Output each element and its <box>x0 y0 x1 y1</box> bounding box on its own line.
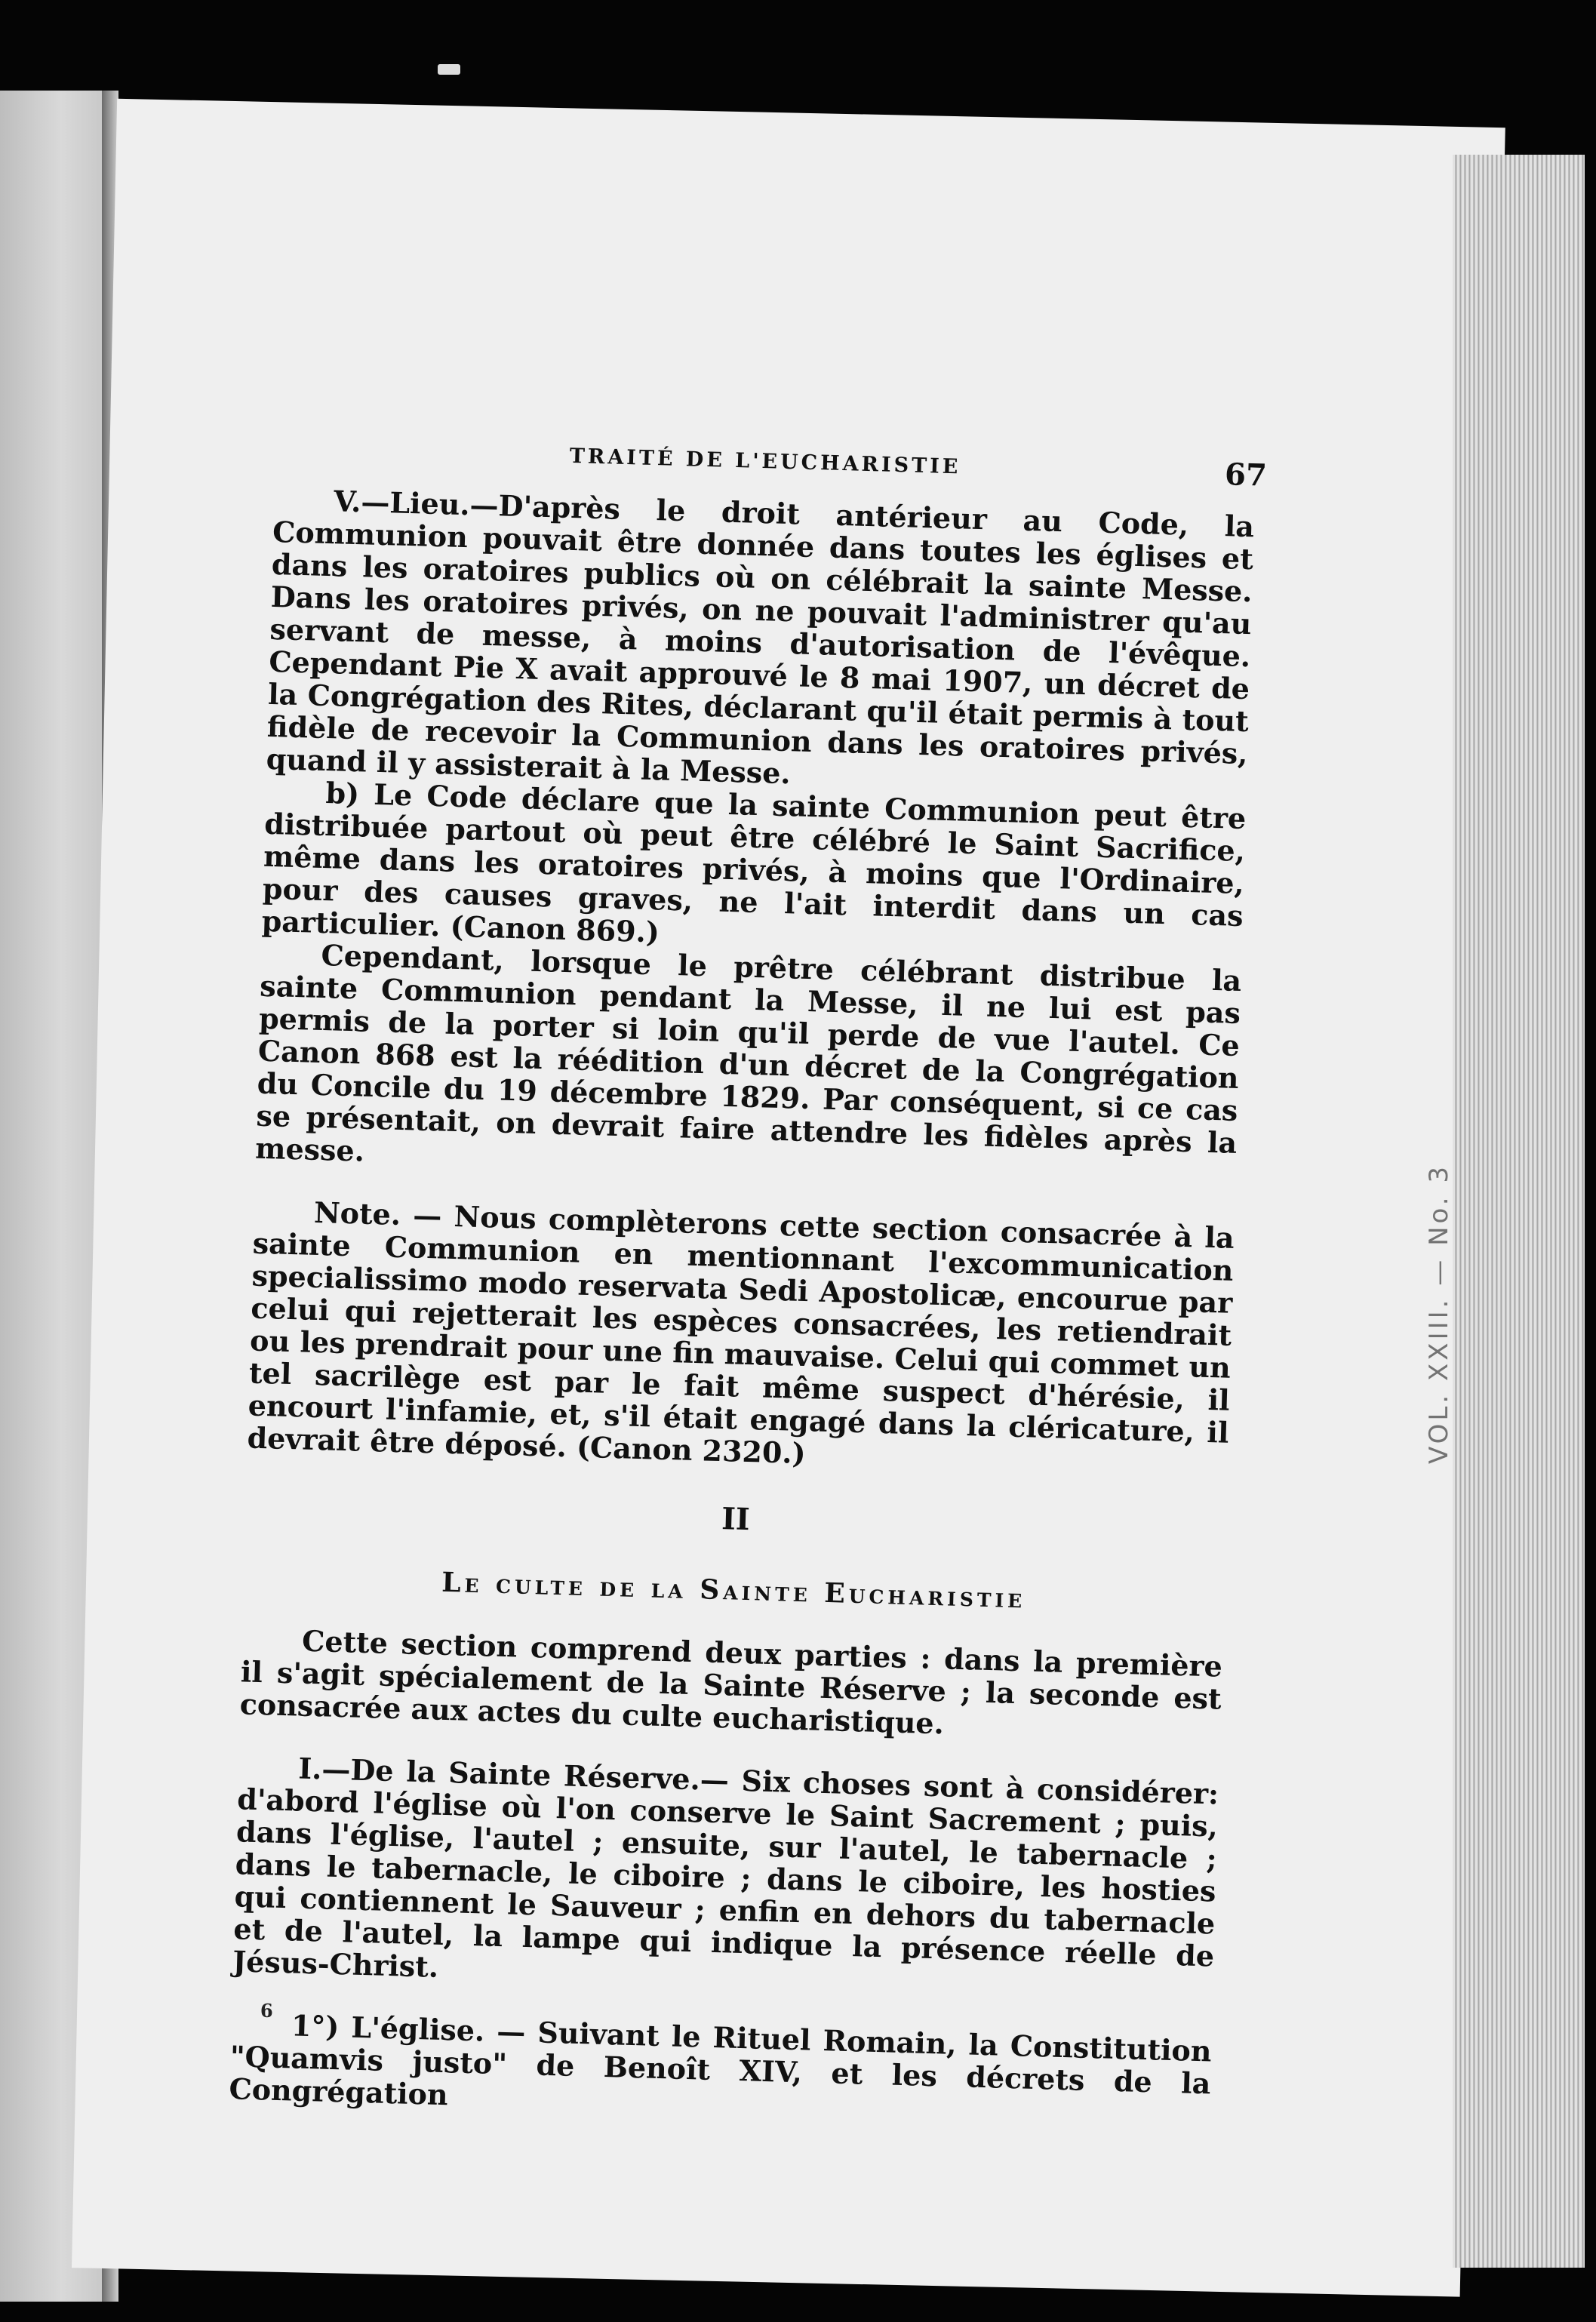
paragraph-lieu: V.—Lieu.—D'après le droit antérieur au Code, la Communion pouvait être donnée dans toutes les églises et dans les oratoires publics où on célébrait la sainte Messe. Dans les oratoires privés, on ne pouvait l'administrer qu'au servant de messe, à moins d'autorisation de l'évêque. Cependant Pie X avait approuvé le 8 mai 1907, un décret de la Congrégation des Rites, déclarant qu'il était permis à tout fidèle de recevoir la Communion dans les oratoires privés, quand il y assisterait à la Messe. <box>266 484 1255 791</box>
paragraph-cependant: Cependant, lorsque le prêtre célébrant distribue la sainte Communion pendant la Messe, il ne lui est pas permis de la porter si loin qu'il perde de vue l'autel. Ce Canon 868 est la réédition d'un décret de la Congrégation du Concile du 19 décembre 1829. Par conséquent, si ce cas se présentait, on devrait faire attendre les fidèles après la messe. <box>254 937 1242 1168</box>
bleed-through-text: VOL. XXIII. — No. 3 <box>1424 1164 1454 1464</box>
paragraph-sainte-reserve: I.—De la Sainte Réserve.— Six choses sont à considérer: d'abord l'église où l'on conserve le Saint Sacrement ; puis, dans l'église, l'autel ; ensuite, sur l'autel, le tabernacle ; dans le tabernacle, le ciboire ; dans le ciboire, les hosties qui contiennent le Sauveur ; enfin en dehors du tabernacle et de l'autel, la lampe qui indique la présence réelle de Jésus-Christ. <box>232 1751 1219 1984</box>
page-number: 67 <box>1224 457 1268 494</box>
page-text-block <box>228 430 1268 2132</box>
scan-artifact <box>438 64 460 75</box>
paragraph-eglise: 1°) L'église. — Suivant le Rituel Romain, la Constitution "Quamvis justo" de Benoît XIV, et les décrets de la Congrégation <box>228 2008 1213 2112</box>
paragraph-code: b) Le Code déclare que la sainte Communion peut être distribuée partout où peut être célébré le Saint Sacrifice, même dans les oratoires privés, à moins que l'Ordinaire, pour des causes graves, ne l'ait interdit dans un cas particulier. (Canon 869.) <box>261 776 1247 949</box>
section-number: II <box>721 1501 751 1538</box>
paragraph-note: Note. — Nous complèterons cette section consacrée à la sainte Communion en mentionnant l'excommunication specialissimo modo reservata Sedi Apostolicæ, encourue par celui qui rejetterait les espèces consacrées, les retiendrait ou les prendrait pour une fin mauvaise. Celui qui commet un tel sacrilège est par le fait même suspect d'hérésie, il encourt l'infamie, et, s'il était engagé dans la cléricature, il devrait être déposé. (Canon 2320.) <box>247 1195 1235 1471</box>
signature-mark: 6 <box>260 2000 273 2022</box>
running-head: TRAITÉ DE L'EUCHARISTIE <box>569 444 961 479</box>
paragraph-section-intro: Cette section comprend deux parties : dans la première il s'agit spécialement de la Sainte Réserve ; la seconde est consacrée aux actes du culte eucharistique. <box>239 1623 1223 1741</box>
section-title: Le culte de la Sainte Eucharistie <box>441 1566 1026 1615</box>
